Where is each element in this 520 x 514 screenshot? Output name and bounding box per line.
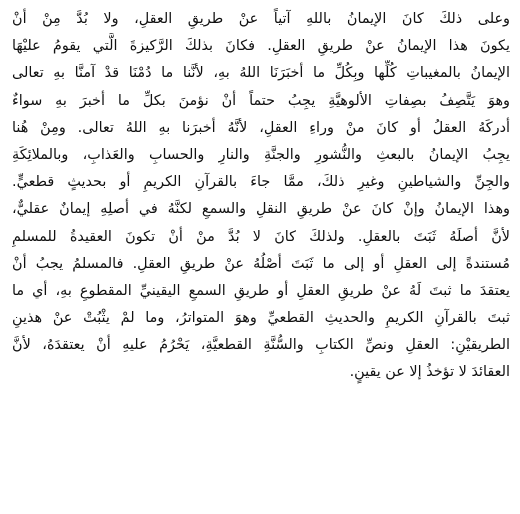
- text-line: وهوَ يَتَّصِفُ بصِفاتِ الألوهيَّةِ يجِبُ حتماً أنْ نؤمنَ بكلِّ ما أخبرَ بهِ سواءٌ: [12, 92, 510, 109]
- text-line: يجِبُ الإيمانُ بالبعثِ والنُّشورِ والجنَّةِ والنارِ والحسابِ والعَذابِ، وبالملائِكَةِ: [12, 146, 510, 163]
- text-line: لأنَّ أصلَهُ ثَبَتَ بالعقلِ. ولذلكَ كانَ لا بُدَّ منْ أنْ تكونَ العقيدةُ للمسلمِ: [12, 228, 510, 245]
- text-line: أدركَهُ العقلُ أو كانَ منْ وراءِ العقلِ، لأنَّهُ أخبرَنا بهِ اللهُ تعالى. ومِنْ هُنا: [12, 119, 510, 136]
- text-line: الطريقيْنِ: العقلِ ونصِّ الكتابِ والسُّنَّةِ القطعيَّةِ، يَحْرُمُ عليهِ أنْ يعتقدَهُ، لأنَّ: [12, 337, 510, 354]
- text-line: وعلى ذلكَ كانَ الإيمانُ باللهِ آتياً عنْ طريقِ العقلِ، ولا بُدَّ مِنْ أنْ: [12, 11, 510, 27]
- text-line: وهذا الإيمانُ وإنْ كانَ عنْ طريقِ النقلِ والسمعِ لكنَّهُ في أصلِهِ إيمانٌ عقليٌّ،: [12, 201, 510, 218]
- text-line: والجِنِّ والشياطينِ وغيرِ ذلكَ، ممَّا جاءَ بالقرآنِ الكريمِ أو بحديثٍ قطعيٍّ.: [12, 174, 510, 191]
- text-line: مُستندةً إلى العقلِ أو إلى ما ثَبَتَ أصْلُهُ عنْ طريقِ العقلِ. فالمسلمُ يجبُ أنْ: [12, 255, 510, 272]
- text-line: يكونَ هذا الإيمانُ عنْ طريقِ العقلِ. فكانَ بذلكَ الرَّكيزةَ الَّتي يقومُ عليْهَا: [12, 38, 510, 55]
- text-line: الإيمانُ بالمغيباتِ كُلِّها وبِكُلِّ ما أخبَرَنَا اللهُ بهِ، لأنَّنا ما دُمْنَا قدْ آمنَّا بهِ تعالى: [12, 65, 510, 82]
- text-line: يعتقدَ ما ثبتَ لَهُ عنْ طريقِ العقلِ أو طريقِ السمعِ اليقينيِّ المقطوعِ بهِ، أي ما: [12, 282, 510, 299]
- text-line: ثبتَ بالقرآنِ الكريمِ والحديثِ القطعيِّ وهوَ المتواترُ، وما لمْ يثْبُتْ عنْ هذينِ: [12, 310, 510, 327]
- text-line: العقائدَ لا تؤخذُ إلا عن يقينٍ.: [349, 364, 510, 381]
